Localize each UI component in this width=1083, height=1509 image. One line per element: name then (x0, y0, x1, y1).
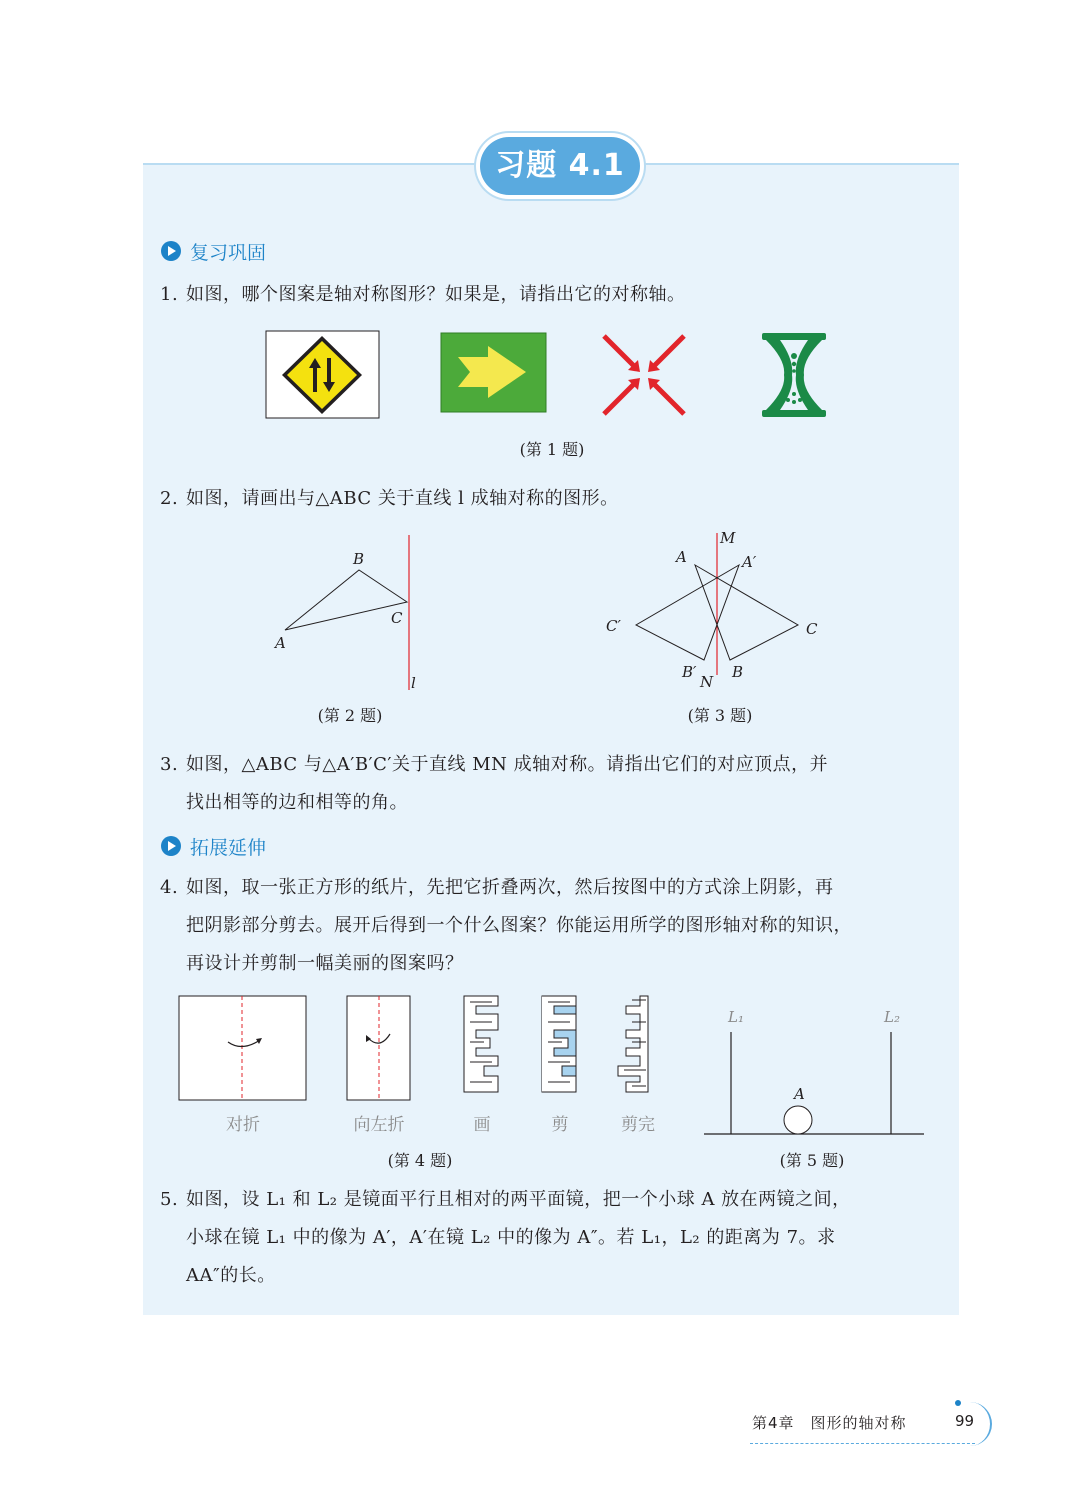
play-circle-icon (160, 240, 182, 262)
label-c: C (391, 609, 403, 627)
section-review-label: 复习巩固 (190, 241, 267, 264)
sign-green-arrow (440, 332, 548, 414)
question-3-line-1: 如图，△ABC 与△A′B′C′关于直线 MN 成轴对称。请指出它们的对应顶点，并 (186, 754, 829, 775)
label-a: A (275, 634, 286, 652)
fold-step-1 (178, 994, 308, 1104)
label-n: N (700, 673, 714, 691)
question-4-line-3: 再设计并剪制一幅美丽的图案吗？ (186, 953, 464, 974)
label-b: B (732, 663, 744, 681)
footer-dot (955, 1400, 961, 1406)
label-c: C (806, 620, 818, 638)
question-4 (160, 869, 950, 983)
fold-step-1-label: 对折 (226, 1115, 260, 1135)
exercise-title: 习题 4.1 (480, 137, 640, 195)
page-number: 99 (955, 1412, 975, 1430)
caption-fig3: (第 3 题) (687, 706, 753, 725)
question-2-text: 如图，请画出与△ABC 关于直线 l 成轴对称的图形。 (186, 488, 619, 509)
question-3-line-2: 找出相等的边和相等的角。 (186, 792, 408, 813)
label-l: l (411, 674, 416, 692)
question-5-number: 5. (160, 1189, 179, 1210)
sign-hourglass (760, 332, 828, 418)
fold-step-done-label: 剪完 (621, 1115, 655, 1135)
footer-chapter: 第4章 图形的轴对称 (752, 1414, 907, 1432)
label-a: A (676, 548, 687, 566)
fold-step-cut-label: 剪 (551, 1115, 569, 1135)
play-circle-icon (160, 835, 182, 857)
question-5-line-2: 小球在镜 L₁ 中的像为 A′，A′在镜 L₂ 中的像为 A″。若 L₁，L₂ 的距离为 7。求 (186, 1227, 836, 1248)
question-3-number: 3. (160, 754, 179, 775)
label-b: B (353, 550, 365, 568)
fold-step-draw-label: 画 (473, 1115, 491, 1135)
triangle-a1b1c1 (636, 565, 739, 660)
question-5-line-3: AA″的长。 (186, 1265, 276, 1286)
label-c-prime: C′ (606, 617, 621, 635)
section-review-heading (160, 238, 266, 264)
question-2 (160, 480, 950, 518)
fold-step-2-label: 向左折 (353, 1115, 405, 1135)
question-3 (160, 746, 950, 822)
fold-step-draw (462, 994, 502, 1104)
label-l1: L₁ (728, 1008, 744, 1026)
triangle-abc (285, 570, 407, 630)
caption-fig4: (第 4 题) (387, 1151, 453, 1170)
label-m: M (720, 529, 736, 547)
question-1-number: 1. (160, 284, 179, 305)
question-4-line-2: 把阴影部分剪去。展开后得到一个什么图案？你能运用所学的图形轴对称的知识， (186, 915, 852, 936)
ball-a (784, 1106, 812, 1134)
section-extend-label: 拓展延伸 (190, 836, 267, 859)
fold-step-cut (540, 994, 580, 1104)
sign-red-arrows-inward (600, 332, 688, 418)
caption-fig1: (第 1 题) (519, 440, 585, 459)
sign-two-way-traffic (265, 330, 381, 420)
caption-fig5: (第 5 题) (779, 1151, 845, 1170)
figure-2-triangle (265, 530, 435, 700)
label-b-prime: B′ (682, 663, 697, 681)
footer-dotted-line (750, 1443, 975, 1444)
label-a: A (794, 1085, 805, 1103)
triangle-abc (695, 565, 798, 660)
question-1-text: 如图，哪个图案是轴对称图形？如果是，请指出它的对称轴。 (186, 284, 686, 305)
label-l2: L₂ (884, 1008, 900, 1026)
question-4-number: 4. (160, 877, 179, 898)
question-4-line-1: 如图，取一张正方形的纸片，先把它折叠两次，然后按图中的方式涂上阴影，再 (186, 877, 834, 898)
figure-3-reflected-triangles (600, 525, 830, 695)
question-5 (160, 1181, 950, 1295)
fold-step-2 (346, 994, 412, 1104)
figure-5-mirrors (700, 1000, 930, 1140)
question-1 (160, 276, 950, 314)
fold-step-done (612, 994, 652, 1104)
label-a-prime: A′ (742, 553, 757, 571)
section-extend-heading (160, 833, 266, 859)
caption-fig2: (第 2 题) (317, 706, 383, 725)
footer-arc (962, 1402, 992, 1446)
question-5-line-1: 如图，设 L₁ 和 L₂ 是镜面平行且相对的两平面镜，把一个小球 A 放在两镜之间， (186, 1189, 851, 1210)
question-2-number: 2. (160, 488, 179, 509)
